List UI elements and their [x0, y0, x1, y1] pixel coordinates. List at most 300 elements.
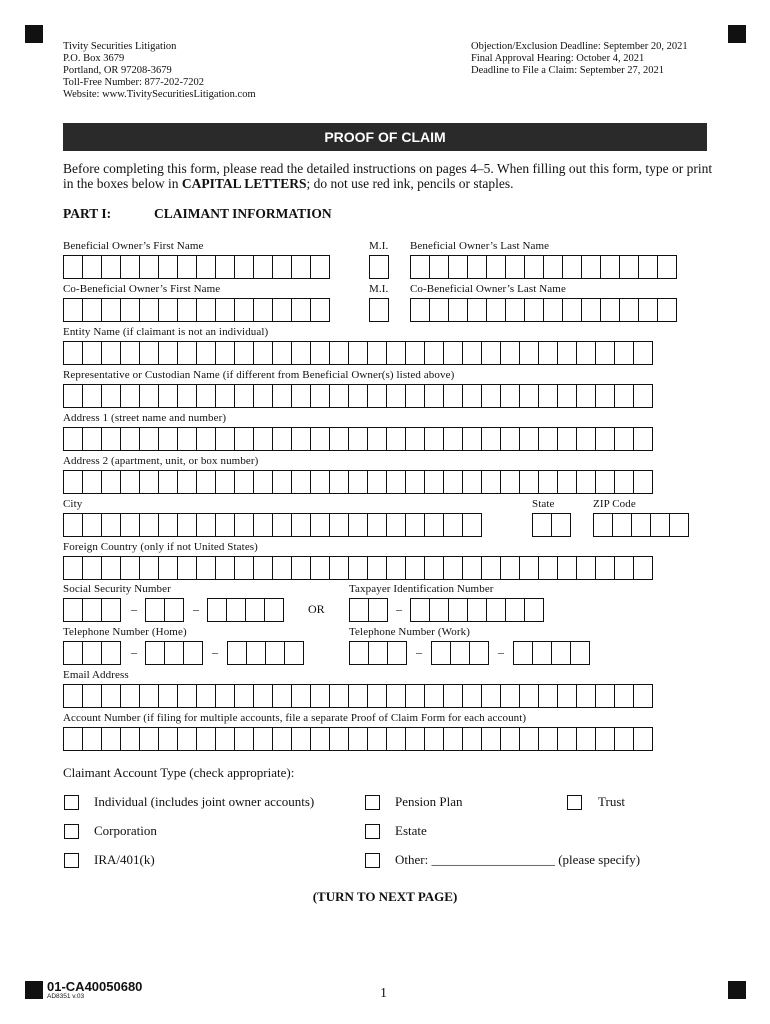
character-box[interactable]: [234, 513, 254, 537]
character-box[interactable]: [265, 641, 285, 665]
character-box[interactable]: [349, 598, 369, 622]
character-box[interactable]: [120, 513, 140, 537]
character-box[interactable]: [386, 684, 406, 708]
character-box[interactable]: [215, 684, 235, 708]
character-box[interactable]: [101, 427, 121, 451]
character-box[interactable]: [614, 384, 634, 408]
character-box[interactable]: [424, 513, 444, 537]
character-box[interactable]: [101, 641, 121, 665]
character-box[interactable]: [467, 298, 487, 322]
character-box[interactable]: [101, 513, 121, 537]
character-box[interactable]: [310, 684, 330, 708]
character-box[interactable]: [386, 727, 406, 751]
checkbox-trust[interactable]: [567, 795, 582, 810]
city-field[interactable]: [63, 513, 481, 537]
character-box[interactable]: [82, 255, 102, 279]
character-box[interactable]: [467, 598, 487, 622]
character-box[interactable]: [164, 641, 184, 665]
character-box[interactable]: [245, 598, 265, 622]
character-box[interactable]: [158, 255, 178, 279]
character-box[interactable]: [500, 684, 520, 708]
character-box[interactable]: [177, 341, 197, 365]
character-box[interactable]: [196, 684, 216, 708]
character-box[interactable]: [139, 470, 159, 494]
character-box[interactable]: [443, 427, 463, 451]
character-box[interactable]: [367, 727, 387, 751]
character-box[interactable]: [215, 427, 235, 451]
account-number-field[interactable]: [63, 727, 652, 751]
character-box[interactable]: [369, 255, 389, 279]
character-box[interactable]: [405, 556, 425, 580]
address2-field[interactable]: [63, 470, 652, 494]
character-box[interactable]: [633, 427, 653, 451]
character-box[interactable]: [538, 470, 558, 494]
character-box[interactable]: [462, 684, 482, 708]
character-box[interactable]: [367, 556, 387, 580]
character-box[interactable]: [410, 598, 430, 622]
character-box[interactable]: [557, 556, 577, 580]
ssn-part2-field[interactable]: [145, 598, 183, 622]
character-box[interactable]: [614, 470, 634, 494]
character-box[interactable]: [538, 727, 558, 751]
character-box[interactable]: [368, 641, 388, 665]
character-box[interactable]: [348, 556, 368, 580]
character-box[interactable]: [367, 341, 387, 365]
character-box[interactable]: [462, 470, 482, 494]
character-box[interactable]: [329, 727, 349, 751]
character-box[interactable]: [310, 470, 330, 494]
character-box[interactable]: [253, 556, 273, 580]
character-box[interactable]: [500, 470, 520, 494]
character-box[interactable]: [405, 470, 425, 494]
character-box[interactable]: [253, 255, 273, 279]
character-box[interactable]: [253, 427, 273, 451]
character-box[interactable]: [82, 641, 102, 665]
character-box[interactable]: [196, 513, 216, 537]
character-box[interactable]: [310, 384, 330, 408]
character-box[interactable]: [348, 470, 368, 494]
character-box[interactable]: [158, 513, 178, 537]
cbo-first-name-field[interactable]: [63, 298, 329, 322]
checkbox-corporation[interactable]: [64, 824, 79, 839]
character-box[interactable]: [196, 427, 216, 451]
character-box[interactable]: [196, 255, 216, 279]
character-box[interactable]: [196, 727, 216, 751]
character-box[interactable]: [570, 641, 590, 665]
character-box[interactable]: [177, 298, 197, 322]
character-box[interactable]: [368, 598, 388, 622]
character-box[interactable]: [367, 684, 387, 708]
character-box[interactable]: [120, 298, 140, 322]
character-box[interactable]: [291, 684, 311, 708]
character-box[interactable]: [669, 513, 689, 537]
character-box[interactable]: [505, 598, 525, 622]
character-box[interactable]: [234, 384, 254, 408]
character-box[interactable]: [462, 341, 482, 365]
character-box[interactable]: [82, 684, 102, 708]
character-box[interactable]: [424, 470, 444, 494]
character-box[interactable]: [158, 727, 178, 751]
character-box[interactable]: [120, 470, 140, 494]
ssn-part1-field[interactable]: [63, 598, 120, 622]
ssn-part3-field[interactable]: [207, 598, 283, 622]
character-box[interactable]: [462, 513, 482, 537]
character-box[interactable]: [63, 513, 83, 537]
character-box[interactable]: [272, 513, 292, 537]
character-box[interactable]: [234, 255, 254, 279]
state-field[interactable]: [532, 513, 570, 537]
character-box[interactable]: [348, 684, 368, 708]
character-box[interactable]: [234, 556, 254, 580]
character-box[interactable]: [291, 298, 311, 322]
character-box[interactable]: [424, 684, 444, 708]
character-box[interactable]: [164, 598, 184, 622]
character-box[interactable]: [500, 556, 520, 580]
character-box[interactable]: [145, 598, 165, 622]
character-box[interactable]: [272, 470, 292, 494]
character-box[interactable]: [519, 384, 539, 408]
character-box[interactable]: [329, 684, 349, 708]
character-box[interactable]: [410, 255, 430, 279]
character-box[interactable]: [386, 470, 406, 494]
character-box[interactable]: [595, 684, 615, 708]
character-box[interactable]: [272, 341, 292, 365]
character-box[interactable]: [82, 598, 102, 622]
character-box[interactable]: [145, 641, 165, 665]
character-box[interactable]: [443, 556, 463, 580]
character-box[interactable]: [424, 384, 444, 408]
character-box[interactable]: [139, 255, 159, 279]
character-box[interactable]: [500, 341, 520, 365]
character-box[interactable]: [595, 384, 615, 408]
email-field[interactable]: [63, 684, 652, 708]
character-box[interactable]: [481, 427, 501, 451]
character-box[interactable]: [405, 513, 425, 537]
character-box[interactable]: [349, 641, 369, 665]
character-box[interactable]: [253, 727, 273, 751]
character-box[interactable]: [557, 684, 577, 708]
character-box[interactable]: [486, 598, 506, 622]
character-box[interactable]: [158, 556, 178, 580]
character-box[interactable]: [196, 556, 216, 580]
character-box[interactable]: [576, 470, 596, 494]
character-box[interactable]: [595, 470, 615, 494]
character-box[interactable]: [253, 384, 273, 408]
character-box[interactable]: [291, 727, 311, 751]
character-box[interactable]: [329, 384, 349, 408]
character-box[interactable]: [386, 384, 406, 408]
character-box[interactable]: [158, 341, 178, 365]
character-box[interactable]: [177, 427, 197, 451]
character-box[interactable]: [576, 341, 596, 365]
character-box[interactable]: [120, 255, 140, 279]
character-box[interactable]: [120, 341, 140, 365]
character-box[interactable]: [329, 341, 349, 365]
character-box[interactable]: [158, 298, 178, 322]
character-box[interactable]: [614, 341, 634, 365]
tel-work-prefix-field[interactable]: [431, 641, 488, 665]
character-box[interactable]: [139, 298, 159, 322]
character-box[interactable]: [63, 298, 83, 322]
character-box[interactable]: [595, 727, 615, 751]
character-box[interactable]: [291, 427, 311, 451]
character-box[interactable]: [481, 556, 501, 580]
character-box[interactable]: [158, 384, 178, 408]
character-box[interactable]: [386, 427, 406, 451]
foreign-country-field[interactable]: [63, 556, 652, 580]
character-box[interactable]: [329, 427, 349, 451]
character-box[interactable]: [524, 298, 544, 322]
character-box[interactable]: [429, 598, 449, 622]
character-box[interactable]: [82, 727, 102, 751]
character-box[interactable]: [519, 427, 539, 451]
character-box[interactable]: [139, 341, 159, 365]
character-box[interactable]: [291, 556, 311, 580]
checkbox-other[interactable]: [365, 853, 380, 868]
character-box[interactable]: [310, 727, 330, 751]
character-box[interactable]: [519, 727, 539, 751]
character-box[interactable]: [310, 556, 330, 580]
character-box[interactable]: [386, 556, 406, 580]
character-box[interactable]: [63, 684, 83, 708]
character-box[interactable]: [657, 255, 677, 279]
character-box[interactable]: [448, 298, 468, 322]
character-box[interactable]: [424, 556, 444, 580]
character-box[interactable]: [387, 641, 407, 665]
character-box[interactable]: [486, 298, 506, 322]
character-box[interactable]: [234, 684, 254, 708]
character-box[interactable]: [310, 255, 330, 279]
character-box[interactable]: [405, 427, 425, 451]
character-box[interactable]: [367, 427, 387, 451]
character-box[interactable]: [139, 684, 159, 708]
character-box[interactable]: [329, 513, 349, 537]
character-box[interactable]: [139, 556, 159, 580]
character-box[interactable]: [177, 384, 197, 408]
character-box[interactable]: [657, 298, 677, 322]
character-box[interactable]: [196, 341, 216, 365]
character-box[interactable]: [631, 513, 651, 537]
character-box[interactable]: [310, 427, 330, 451]
character-box[interactable]: [291, 513, 311, 537]
character-box[interactable]: [450, 641, 470, 665]
character-box[interactable]: [633, 684, 653, 708]
character-box[interactable]: [429, 298, 449, 322]
character-box[interactable]: [532, 513, 552, 537]
tel-home-line-field[interactable]: [227, 641, 303, 665]
character-box[interactable]: [614, 556, 634, 580]
character-box[interactable]: [576, 427, 596, 451]
character-box[interactable]: [120, 384, 140, 408]
character-box[interactable]: [551, 641, 571, 665]
character-box[interactable]: [443, 727, 463, 751]
character-box[interactable]: [538, 684, 558, 708]
character-box[interactable]: [120, 727, 140, 751]
character-box[interactable]: [519, 684, 539, 708]
character-box[interactable]: [519, 556, 539, 580]
character-box[interactable]: [562, 298, 582, 322]
zip-field[interactable]: [593, 513, 688, 537]
tin-part1-field[interactable]: [349, 598, 387, 622]
character-box[interactable]: [177, 255, 197, 279]
character-box[interactable]: [101, 470, 121, 494]
character-box[interactable]: [500, 727, 520, 751]
character-box[interactable]: [82, 470, 102, 494]
character-box[interactable]: [595, 341, 615, 365]
character-box[interactable]: [348, 384, 368, 408]
bo-last-name-field[interactable]: [410, 255, 676, 279]
character-box[interactable]: [215, 513, 235, 537]
character-box[interactable]: [264, 598, 284, 622]
character-box[interactable]: [633, 556, 653, 580]
cbo-mi-field[interactable]: [369, 298, 388, 322]
character-box[interactable]: [196, 470, 216, 494]
character-box[interactable]: [424, 341, 444, 365]
character-box[interactable]: [272, 427, 292, 451]
character-box[interactable]: [215, 384, 235, 408]
character-box[interactable]: [576, 556, 596, 580]
character-box[interactable]: [386, 513, 406, 537]
character-box[interactable]: [348, 727, 368, 751]
cbo-last-name-field[interactable]: [410, 298, 676, 322]
character-box[interactable]: [462, 727, 482, 751]
character-box[interactable]: [82, 556, 102, 580]
character-box[interactable]: [207, 598, 227, 622]
character-box[interactable]: [215, 255, 235, 279]
character-box[interactable]: [369, 298, 389, 322]
character-box[interactable]: [310, 513, 330, 537]
character-box[interactable]: [63, 255, 83, 279]
character-box[interactable]: [551, 513, 571, 537]
character-box[interactable]: [500, 384, 520, 408]
character-box[interactable]: [234, 341, 254, 365]
character-box[interactable]: [614, 727, 634, 751]
character-box[interactable]: [576, 384, 596, 408]
character-box[interactable]: [367, 513, 387, 537]
character-box[interactable]: [600, 255, 620, 279]
character-box[interactable]: [405, 341, 425, 365]
bo-first-name-field[interactable]: [63, 255, 329, 279]
character-box[interactable]: [253, 298, 273, 322]
character-box[interactable]: [614, 684, 634, 708]
character-box[interactable]: [215, 470, 235, 494]
character-box[interactable]: [581, 255, 601, 279]
character-box[interactable]: [158, 684, 178, 708]
character-box[interactable]: [612, 513, 632, 537]
character-box[interactable]: [538, 427, 558, 451]
character-box[interactable]: [633, 727, 653, 751]
character-box[interactable]: [524, 255, 544, 279]
character-box[interactable]: [101, 727, 121, 751]
character-box[interactable]: [448, 598, 468, 622]
character-box[interactable]: [519, 341, 539, 365]
character-box[interactable]: [469, 641, 489, 665]
character-box[interactable]: [139, 513, 159, 537]
character-box[interactable]: [638, 255, 658, 279]
character-box[interactable]: [429, 255, 449, 279]
character-box[interactable]: [650, 513, 670, 537]
character-box[interactable]: [405, 384, 425, 408]
character-box[interactable]: [486, 255, 506, 279]
character-box[interactable]: [63, 427, 83, 451]
character-box[interactable]: [557, 727, 577, 751]
character-box[interactable]: [443, 513, 463, 537]
character-box[interactable]: [291, 341, 311, 365]
tel-work-line-field[interactable]: [513, 641, 589, 665]
character-box[interactable]: [638, 298, 658, 322]
character-box[interactable]: [63, 341, 83, 365]
character-box[interactable]: [82, 427, 102, 451]
character-box[interactable]: [462, 384, 482, 408]
character-box[interactable]: [101, 384, 121, 408]
bo-mi-field[interactable]: [369, 255, 388, 279]
character-box[interactable]: [227, 641, 247, 665]
character-box[interactable]: [405, 727, 425, 751]
tel-work-area-field[interactable]: [349, 641, 406, 665]
character-box[interactable]: [253, 684, 273, 708]
character-box[interactable]: [538, 341, 558, 365]
character-box[interactable]: [139, 384, 159, 408]
character-box[interactable]: [101, 341, 121, 365]
character-box[interactable]: [562, 255, 582, 279]
character-box[interactable]: [633, 341, 653, 365]
character-box[interactable]: [63, 727, 83, 751]
character-box[interactable]: [234, 427, 254, 451]
character-box[interactable]: [291, 255, 311, 279]
character-box[interactable]: [519, 470, 539, 494]
tel-home-prefix-field[interactable]: [145, 641, 202, 665]
character-box[interactable]: [443, 684, 463, 708]
character-box[interactable]: [329, 556, 349, 580]
checkbox-individual[interactable]: [64, 795, 79, 810]
character-box[interactable]: [82, 384, 102, 408]
character-box[interactable]: [576, 727, 596, 751]
character-box[interactable]: [63, 556, 83, 580]
character-box[interactable]: [177, 684, 197, 708]
character-box[interactable]: [462, 556, 482, 580]
character-box[interactable]: [557, 470, 577, 494]
character-box[interactable]: [633, 384, 653, 408]
character-box[interactable]: [253, 341, 273, 365]
character-box[interactable]: [329, 470, 349, 494]
character-box[interactable]: [481, 684, 501, 708]
character-box[interactable]: [481, 727, 501, 751]
character-box[interactable]: [82, 341, 102, 365]
character-box[interactable]: [576, 684, 596, 708]
character-box[interactable]: [367, 470, 387, 494]
character-box[interactable]: [120, 427, 140, 451]
character-box[interactable]: [595, 427, 615, 451]
character-box[interactable]: [557, 427, 577, 451]
character-box[interactable]: [82, 513, 102, 537]
character-box[interactable]: [196, 384, 216, 408]
character-box[interactable]: [600, 298, 620, 322]
character-box[interactable]: [481, 341, 501, 365]
character-box[interactable]: [557, 341, 577, 365]
character-box[interactable]: [633, 470, 653, 494]
character-box[interactable]: [82, 298, 102, 322]
character-box[interactable]: [139, 427, 159, 451]
character-box[interactable]: [538, 556, 558, 580]
character-box[interactable]: [424, 427, 444, 451]
character-box[interactable]: [284, 641, 304, 665]
character-box[interactable]: [139, 727, 159, 751]
character-box[interactable]: [63, 470, 83, 494]
character-box[interactable]: [443, 470, 463, 494]
character-box[interactable]: [101, 598, 121, 622]
character-box[interactable]: [291, 470, 311, 494]
character-box[interactable]: [101, 298, 121, 322]
